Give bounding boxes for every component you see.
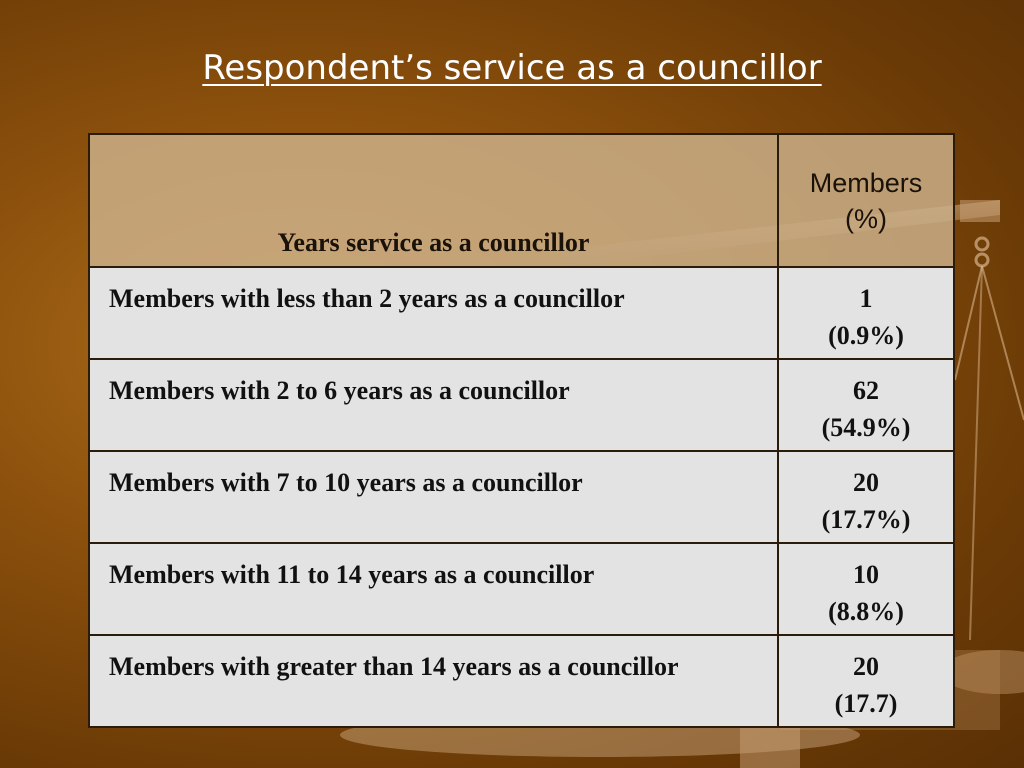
page-title: Respondent’s service as a councillor [202, 48, 822, 88]
row-label: Members with 2 to 6 years as a councillor [89, 359, 778, 451]
row-value [778, 451, 954, 543]
row-value [778, 267, 954, 359]
table-row [89, 267, 954, 359]
header-members-line2: (%) [845, 203, 887, 234]
row-percent: (0.9%) [828, 321, 904, 350]
header-years: Years service as a councillor [89, 134, 778, 267]
row-label: Members with greater than 14 years as a councillor [89, 635, 778, 727]
table-row [89, 451, 954, 543]
row-count: 20 [853, 468, 879, 497]
row-count: 1 [859, 284, 873, 313]
row-count: 62 [853, 376, 879, 405]
row-percent: (8.8%) [828, 597, 904, 626]
row-label: Members with 7 to 10 years as a councillor [89, 451, 778, 543]
row-label: Members with 11 to 14 years as a councillor [89, 543, 778, 635]
service-table [88, 133, 955, 728]
table-row [89, 359, 954, 451]
row-label: Members with less than 2 years as a councillor [89, 267, 778, 359]
row-value [778, 543, 954, 635]
header-members [778, 134, 954, 267]
table-header-row [89, 134, 954, 267]
row-value [778, 359, 954, 451]
row-count: 20 [853, 652, 879, 681]
header-members-line1: Members [809, 167, 923, 198]
row-count: 10 [853, 560, 879, 589]
table-row [89, 635, 954, 727]
row-percent: (17.7%) [821, 505, 911, 534]
table-row [89, 543, 954, 635]
row-value [778, 635, 954, 727]
row-percent: (17.7) [834, 689, 898, 718]
row-percent: (54.9%) [821, 413, 911, 442]
